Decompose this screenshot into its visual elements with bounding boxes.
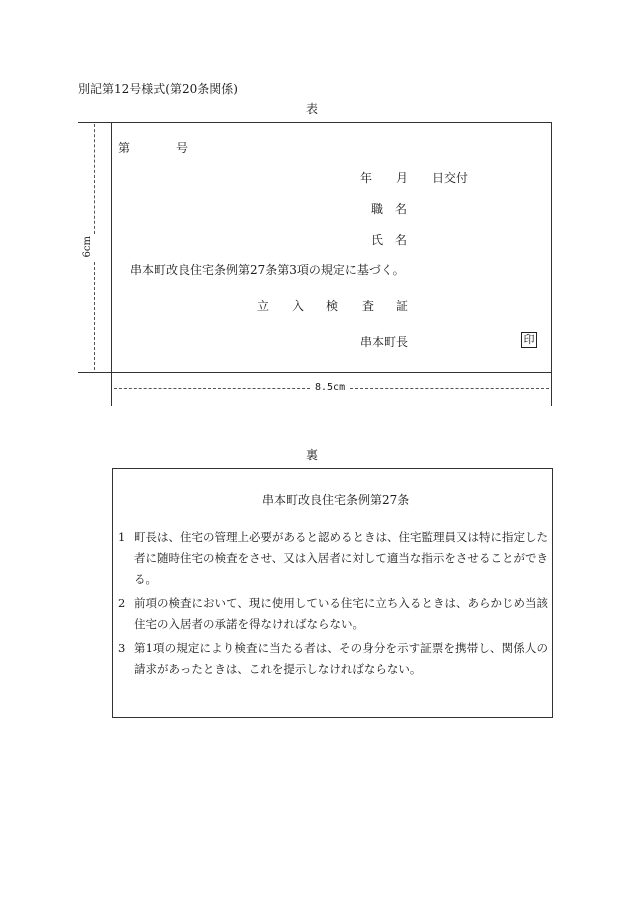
paragraph-number: 1 xyxy=(118,530,126,544)
dimension-line-85-right xyxy=(350,388,549,389)
dimension-line-6cm-upper xyxy=(94,124,95,234)
dimension-line-6cm-lower xyxy=(94,262,95,370)
front-card xyxy=(111,122,552,372)
card-title-char: 査 xyxy=(362,299,375,313)
card-title-char: 立 xyxy=(257,299,270,313)
date-day: 日交付 xyxy=(432,171,469,185)
paragraph-3 xyxy=(118,638,548,680)
paragraph-number: 2 xyxy=(118,596,126,610)
date-year: 年 xyxy=(360,171,373,185)
seal-box: 印 xyxy=(521,332,537,348)
paragraph-text: 町長は、住宅の管理上必要があると認めるときは、住宅監理員又は特に指定した者に随時住宅の検査をさせ、又は入居者に対して適当な指示をさせることができる。 xyxy=(134,530,548,586)
number-prefix: 第 xyxy=(118,141,131,155)
front-title: 表 xyxy=(306,102,319,116)
position-label: 職 名 xyxy=(371,202,408,216)
dimension-line-85-left xyxy=(114,388,310,389)
card-title-char: 証 xyxy=(396,299,409,313)
back-heading: 串本町改良住宅条例第27条 xyxy=(262,493,410,507)
paragraph-number: 3 xyxy=(118,641,126,655)
paragraph-text: 前項の検査において、現に使用している住宅に立ち入るときは、あらかじめ当該住宅の入居者の承諾を得なければならない。 xyxy=(134,596,548,631)
paragraph-2 xyxy=(118,593,548,635)
paragraph-1 xyxy=(118,527,548,590)
dimension-85-label: 8.5cm xyxy=(312,382,348,393)
name-label: 氏 名 xyxy=(371,233,408,247)
paragraph-text: 第1項の規定により検査に当たる者は、その身分を示す証票を携帯し、関係人の請求があったときは、これを提示しなければならない。 xyxy=(134,641,548,676)
extension-line-top xyxy=(78,122,111,123)
card-title-char: 入 xyxy=(292,299,305,313)
dimension-6cm-label: 6cm xyxy=(82,236,102,257)
issuer: 串本町長 xyxy=(360,335,409,349)
form-label: 別記第12号様式(第20条関係) xyxy=(78,82,238,96)
front-card-bottom-line xyxy=(78,372,552,373)
card-title-char: 検 xyxy=(326,299,339,313)
back-title: 裏 xyxy=(306,448,319,462)
number-suffix: 号 xyxy=(176,141,189,155)
extension-line-left xyxy=(111,372,112,406)
legal-basis: 串本町改良住宅条例第27条第3項の規定に基づく。 xyxy=(130,263,405,277)
date-month: 月 xyxy=(396,171,409,185)
extension-line-right xyxy=(551,372,552,406)
